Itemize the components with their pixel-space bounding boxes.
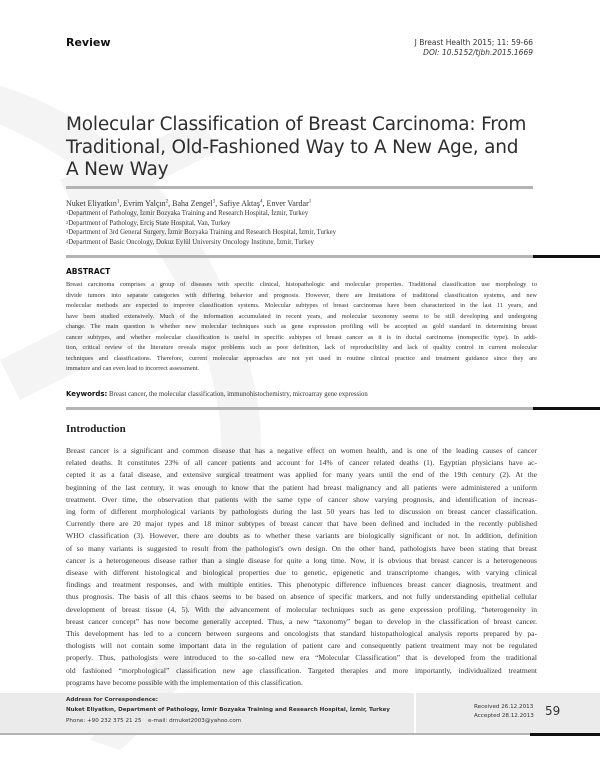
journal-citation: [415, 38, 533, 58]
divider: [66, 186, 533, 189]
author-affiliation-mark: 2: [165, 199, 169, 205]
title-line: Molecular Classification of Breast Carcinoma: From: [66, 114, 527, 135]
text-line: WHO classification (3). However, there are doubts as to whether these variants are biologically significant or not. In addition, definition: [66, 531, 537, 541]
author: Baha Zengel: [172, 199, 213, 208]
text-line: tion, critical review of the literature reveals major problems such as poor definition, lack of reproducibility and lack of quality control in current molecular: [66, 344, 537, 351]
title-line: Traditional, Old-Fashioned Way to A New Age, and: [66, 136, 519, 158]
divider-accent: [533, 407, 600, 410]
keywords-label: Keywords:: [66, 390, 108, 398]
text-line: findings and treatment responses, and with multiple entities. This phenotypic difference influences breast cancer diagnosis, treatment and: [66, 580, 537, 590]
text-line: related deaths. It constitutes 23% of all cancer patients and account for 14% of cancer related deaths (1). Egyptian physicians have ac-: [66, 458, 537, 468]
correspondence-address: Nuket Eliyatkın, Department of Pathology, İzmir Bozyaka Training and Research Hospital, İzmir, Turkey: [66, 707, 390, 713]
divider-accent: [533, 255, 600, 258]
correspondence-phone: Phone: +90 232 375 21 25: [66, 718, 142, 724]
divider: [66, 407, 533, 410]
text-line: old fashioned “morphological” classification new age classification. Targeted therapies and more importantly, individualized treatment: [66, 665, 537, 675]
page-number: 59: [545, 704, 561, 718]
text-line: properly. Thus, pathologists were introduced to the so-called new era “Molecular Classification” that is developed from the traditional: [66, 653, 537, 663]
author-affiliation-mark: 1: [308, 199, 312, 205]
affiliation-mark: 1: [66, 210, 69, 215]
text-line: breast cancer concept” has now become generally accepted. Thus, a new “taxonomy” began to develop in the classification of breast cancer.: [66, 616, 537, 626]
correspondence-label: Address for Correspondence:: [66, 697, 159, 703]
affiliation-text: Department of 3rd General Surgery, İzmir Bozyaka Training and Research Hospital, İzmir, Turkey: [68, 229, 337, 236]
text-line: This development has led to a concern between surgeons and oncologists that standard histopathological analysis reports prepared by pa-: [66, 629, 537, 638]
accepted-date: Accepted 28.12.2013: [474, 713, 534, 719]
author-affiliation-mark: 1: [116, 199, 120, 205]
text-line: immature and can even lead to incorrect assessment.: [66, 365, 200, 372]
text-line: cancer is a heterogeneous disease rather than a single disease for quite a long time. Now, it is obvious that breast cancer is a heterogeneous: [66, 555, 537, 565]
author: Enver Vardar: [266, 199, 309, 208]
citation: J Breast Health 2015; 11: 59-66: [414, 38, 533, 47]
doi[interactable]: DOI: 10.5152/tjbh.2015.1669: [423, 48, 533, 57]
text-line: beginning of the last century, it was enough to know that the patient had breast malignancy and all patients were administered a uniform: [66, 482, 537, 492]
article-type-label: Review: [66, 36, 111, 49]
text-line: Breast cancer is a significant and common disease that has a negative effect on women health, and is one of the leading causes of cancer: [66, 446, 537, 455]
text-line: cepted it as a fatal disease, and extensive surgical treatment was applied for many years until the end of the 19th century (2). At the: [66, 470, 537, 480]
divider: [66, 255, 533, 258]
affiliation: [66, 220, 230, 227]
author-affiliation-mark: 3: [212, 199, 216, 205]
text-line: ing form of different morphological variants by pathologists during the last 50 years has led to discussion on breast cancer classification.: [66, 507, 537, 516]
text-line: divide tumors into separate categories with differing behavior and prognosis. However, there are limitations of traditional classification systems, and new: [66, 291, 537, 299]
affiliation-text: Department of Pathology, İzmir Bozyaka Training and Research Hospital, İzmir, Turkey: [68, 210, 309, 217]
affiliation-mark: 4: [66, 238, 69, 244]
footer-rule-accent: [530, 733, 600, 736]
keywords: [66, 390, 368, 398]
text-line: development of breast tissue (4, 5). With the advancement of molecular techniques such as gene expression profiling, “heterogeneity in: [66, 604, 537, 614]
text-line: change. The main question is whether new molecular techniques such as gene expression profiling will be accepted as gold standard in determining breast: [66, 323, 537, 330]
text-line: cancer subtypes, and whether molecular classification is useful in specific subtypes of breast cancer as it is in ductal carcinoma (nonspecific type). In addi-: [66, 333, 537, 341]
text-line: Currently there are 20 major types and 18 minor subtypes of breast cancer that have been defined and included in the recently published: [66, 519, 537, 529]
footer-rule: [0, 733, 530, 735]
article-title: [66, 114, 536, 182]
affiliation: [66, 239, 314, 246]
text-line: disease with different histological and biological properties due to genetic, epigenetic and transcriptome changes, with varying clinical: [66, 568, 537, 577]
text-line: Breast carcinoma comprises a group of diseases with specific clinical, histopathologic and molecular properties. Traditional classification use morphology to: [66, 281, 537, 288]
abstract-heading: ABSTRACT: [66, 267, 111, 276]
text-line: of so many variants is suggested to result from the pathologist's own design. On the other hand, pathologists have been stating that breast: [66, 543, 537, 553]
affiliation-text: Department of Basic Oncology, Dokuz Eylül University Oncology Institute, İzmir, Turkey: [68, 238, 314, 246]
author-affiliation-mark: 4: [259, 199, 263, 205]
keywords-text: Breast cancer, the molecular classification, immunohistochemistry, microarray gene expression: [109, 391, 368, 398]
text-line: thus prognosis. The basis of all this chaos seems to be based on absence of specific markers, and not fully understanding epithelial cellular: [66, 592, 537, 602]
correspondence-email[interactable]: e-mail: drnuket2003@yahoo.com: [148, 718, 242, 724]
author: Evrim Yalçın: [123, 199, 166, 208]
received-date: Received 26.12.2013: [474, 704, 534, 710]
affiliation-text: Department of Pathology, Erciş State Hospital, Van, Turkey: [68, 219, 231, 227]
affiliation-mark: 2: [66, 219, 69, 225]
title-line: A New Way: [66, 159, 169, 180]
text-line: treatment. Over time, the observation that patients with the same type of cancer show varying prognosis, and identification of increas-: [66, 494, 537, 504]
affiliation: [66, 229, 336, 236]
author-list: Nuket Eliyatkın$^1$, Evrim Yalçın$^2$, Baha Zengel$^3$, Safiye Aktaş$^4$, Enver Vardar$^1$: [66, 199, 312, 208]
text-line: programs have become possible with the implementation of this classification.: [66, 677, 303, 687]
affiliation-mark: 3: [66, 229, 69, 234]
text-line: techniques and classifications. Therefore, current molecular approaches are not yet used in routine clinical practice and treatment guidance since they are: [66, 354, 537, 362]
footer-divider: [414, 693, 416, 733]
author: Safiye Aktaş: [219, 199, 260, 208]
text-line: thologists will not contain some important data in the regulation of patient care and consequently patient treatment may not be regulated: [66, 641, 537, 651]
text-line: have been studied extensively. Much of the information accumulated in recent years, and molecular taxonomy seems to be still developing and undergoing: [66, 312, 537, 320]
affiliation: [66, 210, 308, 217]
text-line: molecular methods are expected to improve classification systems. Molecular subtypes of breast carcinomas have been characterized in the last 11 years, and: [66, 302, 537, 309]
author: Nuket Eliyatkın: [66, 199, 117, 208]
section-heading-introduction: Introduction: [66, 423, 126, 435]
